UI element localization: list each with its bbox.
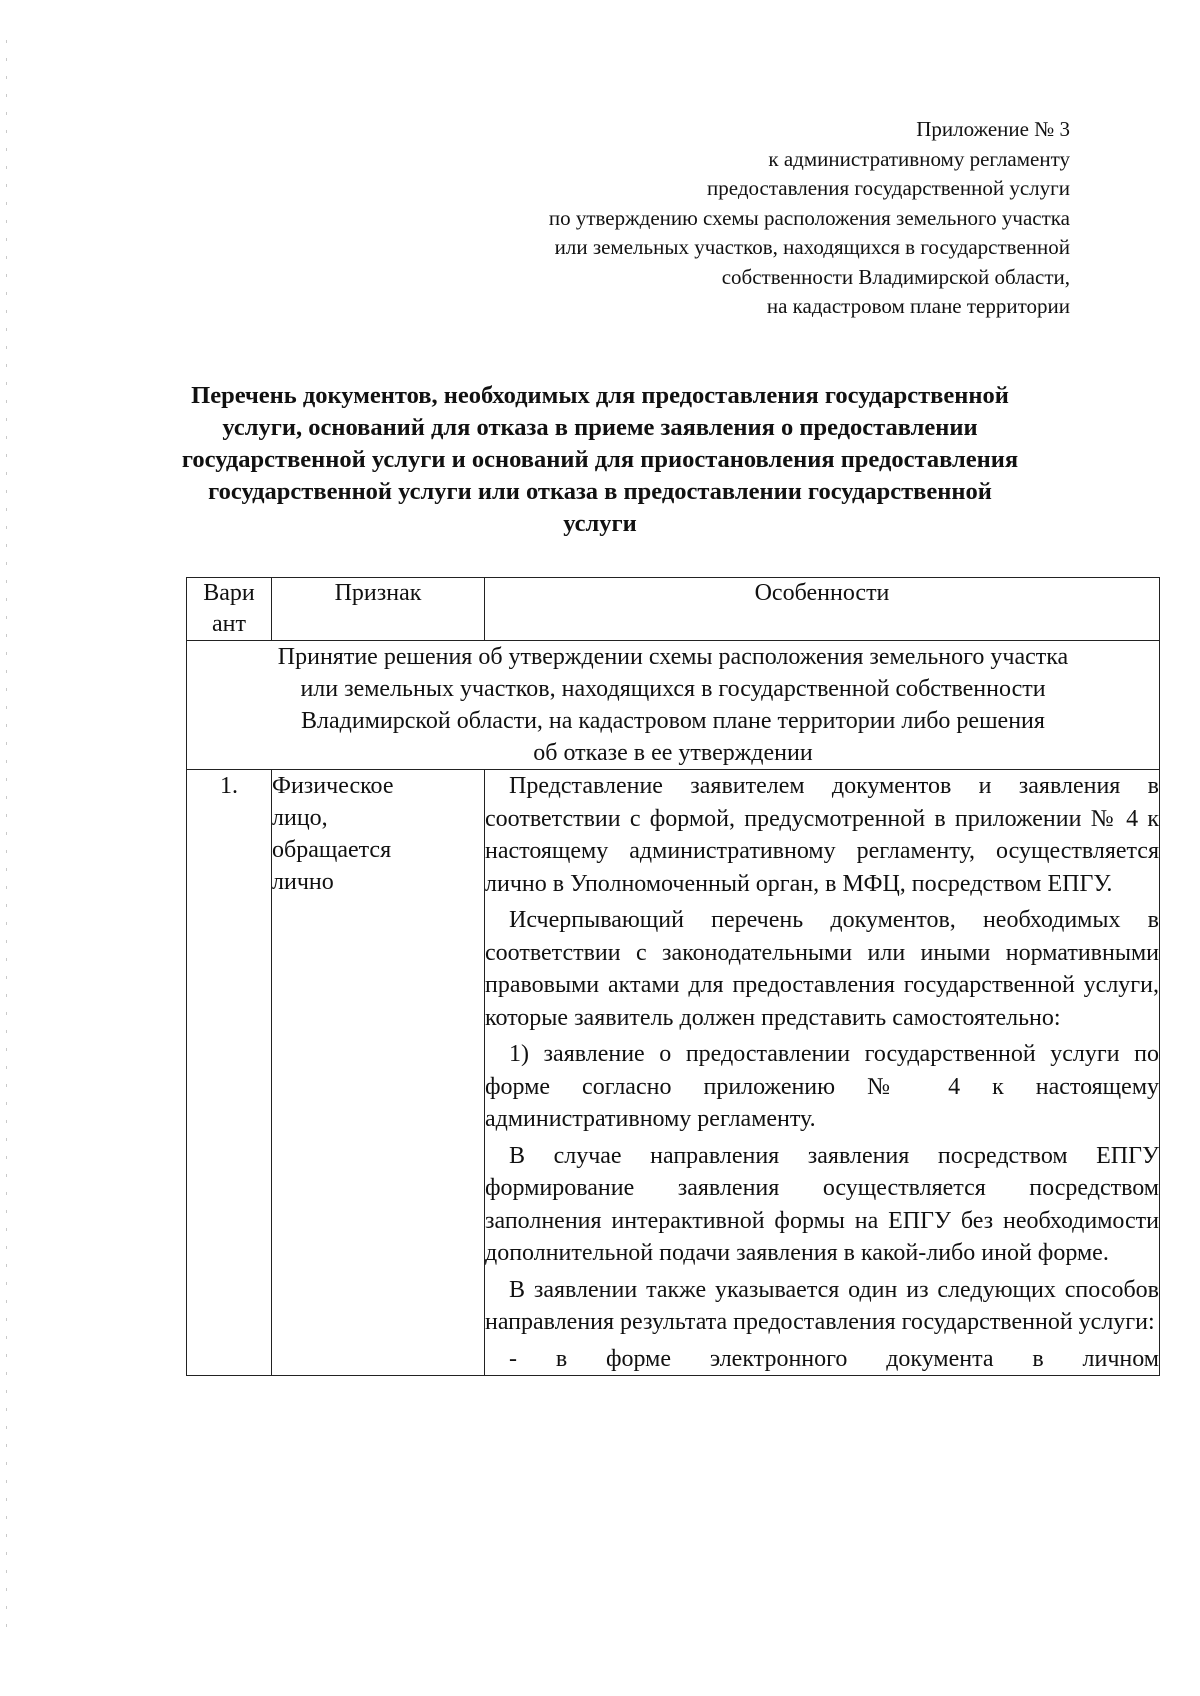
annex-line: или земельных участков, находящихся в государственной xyxy=(554,235,1070,259)
table-section-row xyxy=(187,641,1160,770)
annex-line: предоставления государственной услуги xyxy=(707,176,1070,200)
header-variant-line: ант xyxy=(212,611,246,637)
title-line: Перечень документов, необходимых для предоставления государственной xyxy=(191,382,1009,409)
annex-line: Приложение № 3 xyxy=(916,117,1070,141)
features-paragraph: Исчерпывающий перечень документов, необходимых в соответствии с законодательными или иными нормативными правовыми актами для предоставления государственной услуги, которые заявитель должен представить самостоятельно: xyxy=(485,907,1159,1031)
title-line: услуги xyxy=(563,510,637,537)
row-features xyxy=(485,770,1160,1376)
section-heading xyxy=(187,641,1160,770)
sign-line: лично xyxy=(272,869,334,895)
scan-edge-artifact xyxy=(6,40,7,1640)
annex-line: по утверждению схемы расположения земельного участка xyxy=(548,205,1070,230)
section-line: или земельных участков, находящихся в государственной собственности xyxy=(300,676,1046,702)
features-paragraph: 1) заявление о предоставлении государственной услуги по форме согласно приложению № 4 к настоящему административному регламенту. xyxy=(485,1041,1159,1132)
title-line: государственной услуги и оснований для приостановления предоставления xyxy=(181,446,1019,473)
row-sign xyxy=(272,770,485,1376)
sign-line: Физическое xyxy=(272,773,394,799)
annex-line: собственности Владимирской области, xyxy=(721,264,1070,289)
features-paragraph: Представление заявителем документов и заявления в соответствии с формой, предусмотренной в приложении № 4 к настоящему административному регламенту, осуществляется лично в Уполномоченный орган, в МФЦ, посредством ЕПГУ. xyxy=(485,773,1159,897)
annex-line: к административному регламенту xyxy=(768,146,1070,171)
annex-line: на кадастровом плане территории xyxy=(766,294,1070,318)
variants-table xyxy=(186,577,1160,1376)
title-line: услуги, оснований для отказа в приеме заявления о предоставлении xyxy=(222,414,978,441)
sign-line: лицо, xyxy=(272,805,328,831)
section-line: об отказе в ее утверждении xyxy=(533,740,813,766)
features-paragraph: В случае направления заявления посредством ЕПГУ формирование заявления осуществляется посредством заполнения интерактивной формы на ЕПГУ без необходимости дополнительной подачи заявления в какой-либо иной форме. xyxy=(485,1142,1159,1266)
table-header-row xyxy=(187,578,1160,641)
header-sign: Признак xyxy=(272,578,485,641)
header-variant-line: Вари xyxy=(203,580,255,606)
section-line: Владимирской области, на кадастровом плане территории либо решения xyxy=(301,708,1045,734)
table-row xyxy=(187,770,1160,1376)
features-paragraph: В заявлении также указывается один из следующих способов направления результата предоставления государственной услуги: xyxy=(485,1276,1159,1335)
document-title xyxy=(170,380,1030,540)
header-features: Особенности xyxy=(485,578,1160,641)
annex-header xyxy=(549,115,1070,322)
header-variant xyxy=(187,578,272,641)
row-number: 1. xyxy=(187,770,272,1376)
features-paragraph: - в форме электронного документа в личном xyxy=(509,1345,1159,1372)
sign-line: обращается xyxy=(272,837,392,863)
title-line: государственной услуги или отказа в предоставлении государственной xyxy=(208,478,992,505)
section-line: Принятие решения об утверждении схемы расположения земельного участка xyxy=(277,644,1069,670)
